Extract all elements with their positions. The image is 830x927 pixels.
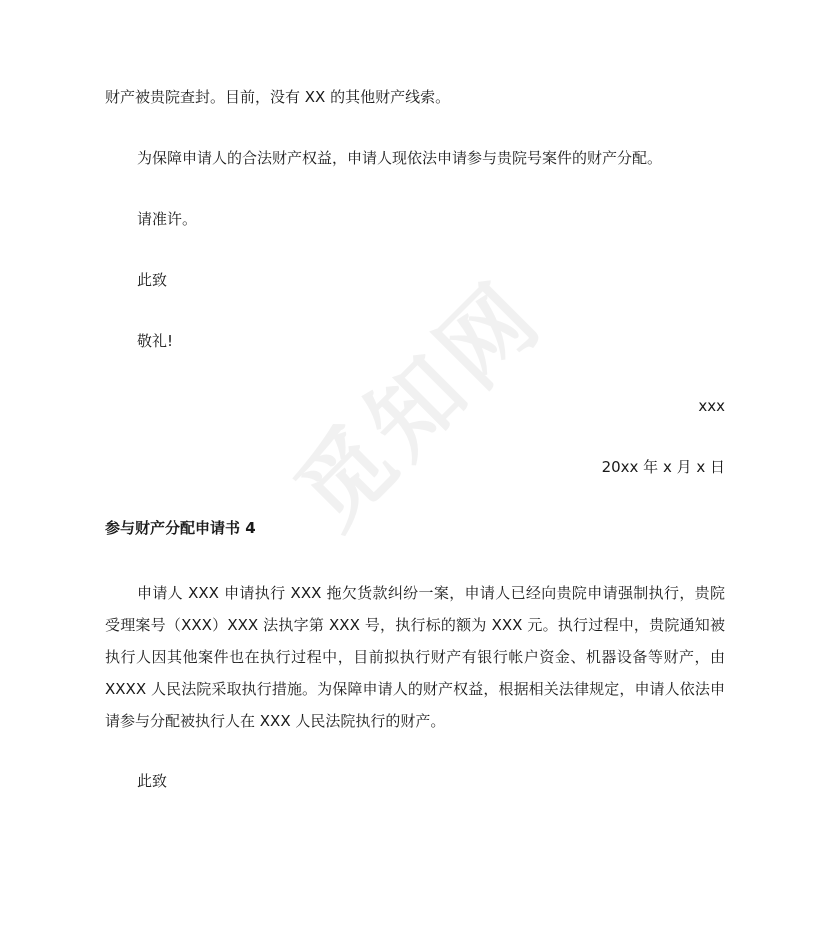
section-title: 参与财产分配申请书 4 <box>105 519 256 537</box>
section-body: 申请人 XXX 申请执行 XXX 拖欠货款纠纷一案，申请人已经向贵院申请强制执行，贵院受理案号（XXX）XXX 法执字第 XXX 号，执行标的额为 XXX 元。执行过程中，贵院通知被执行人因其他案件也在执行过程中，目前拟执行财产有银行帐户资金、机器设备等财产，由 XXXX 人民法院采取执行措施。为保障申请人的财产权益，根据相关法律规定，申请人依法申请参与分配被执行人在 XXX 人民法院执行的财产。 <box>105 584 725 730</box>
date: 20xx 年 x 月 x 日 <box>601 458 725 476</box>
signature: xxx <box>698 397 725 415</box>
watermark: 觅知网 <box>275 260 564 549</box>
paragraph-property-sealed: 财产被贵院查封。目前，没有 XX 的其他财产线索。 <box>105 88 451 106</box>
paragraph-request-approval: 请准许。 <box>137 210 198 228</box>
closing-jingli: 敬礼! <box>137 332 174 350</box>
paragraph-application-purpose: 为保障申请人的合法财产权益，申请人现依法申请参与贵院号案件的财产分配。 <box>137 149 663 167</box>
closing-cizhi: 此致 <box>137 271 168 289</box>
section-closing-cizhi: 此致 <box>137 772 168 790</box>
